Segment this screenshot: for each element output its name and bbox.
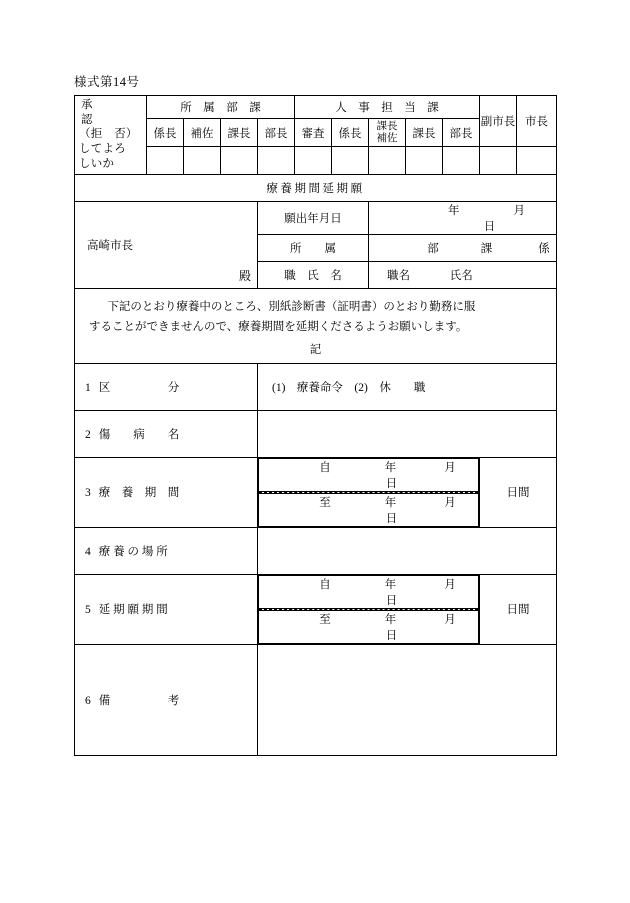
row-5-days[interactable]: 日間 <box>480 574 557 644</box>
approval-label-cell <box>75 96 147 175</box>
role-shozoku-kacho: 課長 <box>221 119 258 147</box>
role-jinji-kakaricho: 係長 <box>332 119 369 147</box>
row-1-title: 区 分 <box>98 381 180 394</box>
applicant-name-value[interactable] <box>369 261 557 288</box>
row-3-from-month: 月 <box>444 461 456 474</box>
statement-cell <box>75 288 557 341</box>
addressee-name: 高崎市長 <box>87 239 133 252</box>
applicant-fullname: 氏名 <box>449 269 473 282</box>
role-shozoku-kakaricho: 係長 <box>147 119 184 147</box>
row-kubun <box>75 363 557 410</box>
stamp-shozoku-kacho[interactable] <box>221 147 258 175</box>
row-5-from-month: 月 <box>444 578 456 591</box>
applicant-date-value[interactable] <box>369 201 557 234</box>
stamp-shozoku-hosa[interactable] <box>184 147 221 175</box>
row-3-label <box>75 457 258 527</box>
approval-label-line2: （拒 否） <box>79 128 138 141</box>
group-header-jinji: 人 事 担 当 課 <box>295 96 480 119</box>
row-4-title: 療 養 の 場 所 <box>98 545 168 558</box>
shozoku-ka-label: 課 <box>480 242 493 255</box>
row-3-number: 3 <box>85 487 91 500</box>
role-jinji-bucho: 部長 <box>443 119 480 147</box>
row-3-to-day: 日 <box>385 512 398 525</box>
row-3-from-year: 年 <box>384 461 397 474</box>
row-3-from-label: 自 <box>319 461 331 474</box>
row-5-from-year: 年 <box>384 578 397 591</box>
row-3-period-table <box>258 458 479 527</box>
row-3-to-line <box>259 493 479 526</box>
row-enkikikan <box>75 574 557 644</box>
row-5-to <box>259 610 479 643</box>
row-3-from <box>259 458 479 491</box>
row-6-title: 備 考 <box>98 694 180 707</box>
row-bikou <box>75 644 557 755</box>
row-3-from-line <box>259 458 479 491</box>
form-number: 様式第14号 <box>74 75 140 89</box>
document-title-row <box>75 174 557 201</box>
applicant-date-label: 願出年月日 <box>258 201 369 234</box>
row-5-to-label: 至 <box>319 613 331 626</box>
row-5-from-line <box>259 575 479 608</box>
row-5-from <box>259 575 479 608</box>
stamp-jinji-bucho[interactable] <box>443 147 480 175</box>
group-header-shicho: 市長 <box>517 96 557 147</box>
row-4-label <box>75 527 258 574</box>
row-2-number: 2 <box>85 428 91 441</box>
date-month-label: 月 <box>513 204 526 217</box>
addressee-date-row <box>75 201 557 234</box>
statement-line2: することができませんので、療養期間を延期くださるようお願いします。 <box>89 320 468 333</box>
row-6-number: 6 <box>85 694 91 707</box>
row-2-content[interactable] <box>258 410 557 457</box>
stamp-jinji-shinsa[interactable] <box>295 147 332 175</box>
stamp-jinji-kacho[interactable] <box>406 147 443 175</box>
row-5-to-line <box>259 610 479 643</box>
row-shobyomei <box>75 410 557 457</box>
applicant-post: 職名 <box>387 269 410 282</box>
document-title: 療養期間延期願 <box>75 174 557 201</box>
row-4-number: 4 <box>85 545 91 558</box>
group-header-fukushicho: 副市長 <box>480 96 517 147</box>
role-jinji-kachohosa <box>369 119 406 147</box>
applicant-shozoku-value[interactable] <box>369 234 557 261</box>
role-jinji-kachohosa-line2: 補佐 <box>376 132 398 144</box>
row-5-period-cell[interactable] <box>258 574 480 644</box>
row-5-period-table <box>258 575 479 644</box>
shozoku-bu-label: 部 <box>427 242 439 255</box>
stamp-shozoku-bucho[interactable] <box>258 147 295 175</box>
form-table <box>74 95 557 756</box>
group-header-shozoku: 所 属 部 課 <box>147 96 295 119</box>
stamp-shicho[interactable] <box>517 147 557 175</box>
role-jinji-kacho: 課長 <box>406 119 443 147</box>
addressee-cell <box>75 201 258 288</box>
row-3-to-year: 年 <box>384 496 397 509</box>
shozoku-kakari-label: 係 <box>538 242 550 255</box>
row-5-from-label: 自 <box>319 578 331 591</box>
approval-label-line1: 承 認 <box>81 99 133 126</box>
row-5-number: 5 <box>85 604 91 617</box>
row-3-from-day: 日 <box>385 477 398 490</box>
row-3-period-cell[interactable] <box>258 457 480 527</box>
stamp-shozoku-kakaricho[interactable] <box>147 147 184 175</box>
approval-stamp-row <box>75 147 557 175</box>
row-5-label <box>75 574 258 644</box>
row-2-label <box>75 410 258 457</box>
approval-header-row <box>75 96 557 119</box>
applicant-shozoku-label: 所 属 <box>258 234 369 261</box>
row-3-to <box>259 493 479 526</box>
row-5-to-day: 日 <box>385 629 398 642</box>
role-jinji-kachohosa-line1: 課長 <box>376 120 398 132</box>
row-3-title: 療 養 期 間 <box>98 487 180 500</box>
row-1-label <box>75 363 258 410</box>
row-5-to-month: 月 <box>444 613 456 626</box>
role-jinji-shinsa: 審査 <box>295 119 332 147</box>
approval-label-line3: してよろ <box>79 143 126 156</box>
addressee-honorific: 殿 <box>238 268 251 283</box>
row-2-title: 傷 病 名 <box>98 428 180 441</box>
row-6-label <box>75 644 258 755</box>
applicant-name-label: 職 氏 名 <box>258 261 369 288</box>
statement-row <box>75 288 557 341</box>
stamp-jinji-kakaricho[interactable] <box>332 147 369 175</box>
row-5-title: 延 期 願 期 間 <box>98 604 168 617</box>
row-3-days[interactable]: 日間 <box>480 457 557 527</box>
stamp-fukushicho[interactable] <box>480 147 517 175</box>
row-1-content[interactable]: (1) 療養命令 (2) 休 職 <box>258 363 557 410</box>
row-ryoyokikan <box>75 457 557 527</box>
row-1-number: 1 <box>85 381 91 394</box>
role-shozoku-bucho: 部長 <box>258 119 295 147</box>
date-year-label: 年 <box>448 204 460 217</box>
row-5-to-year: 年 <box>384 613 397 626</box>
row-5-from-day: 日 <box>385 594 398 607</box>
row-ryoyobasho <box>75 527 557 574</box>
statement-line1: 下記のとおり療養中のところ、別紙診断書（証明書）のとおり勤務に服 <box>107 300 476 313</box>
ki-row <box>75 341 557 364</box>
role-shozoku-hosa: 補佐 <box>184 119 221 147</box>
row-3-to-label: 至 <box>319 496 331 509</box>
row-3-to-month: 月 <box>444 496 456 509</box>
stamp-jinji-kachohosa[interactable] <box>369 147 406 175</box>
row-6-content[interactable] <box>258 644 557 755</box>
ki-marker: 記 <box>75 341 557 364</box>
row-4-content[interactable] <box>258 527 557 574</box>
approval-label-line4: しいか <box>79 157 115 170</box>
date-day-label: 日 <box>483 220 496 233</box>
